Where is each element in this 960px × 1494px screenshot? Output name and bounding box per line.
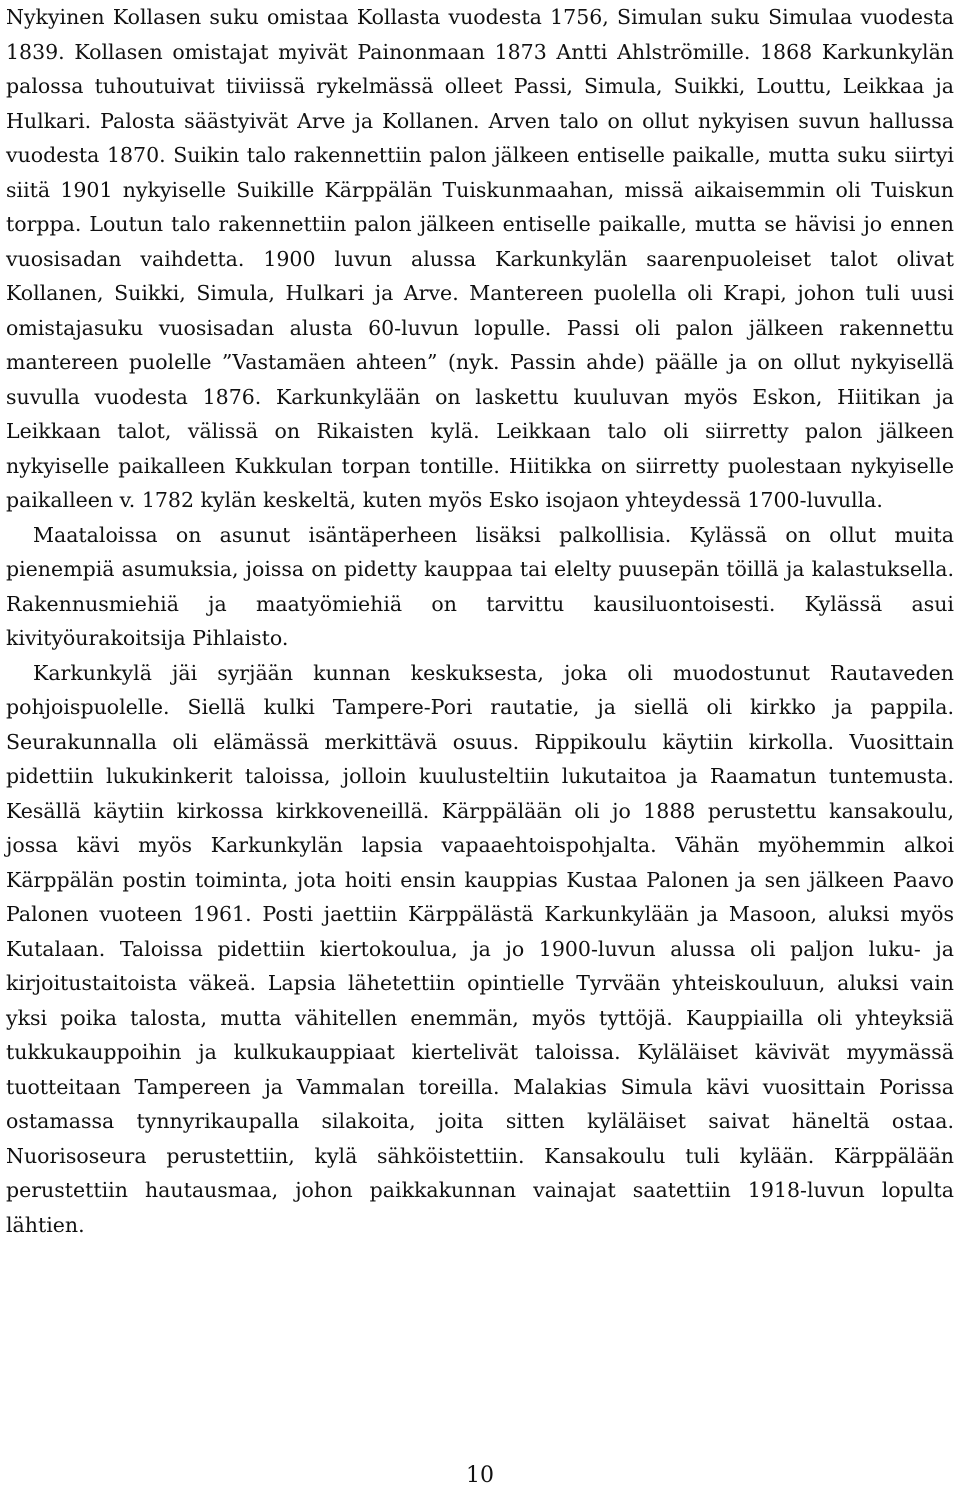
page-number: 10 bbox=[466, 1463, 494, 1488]
paragraph-village-life: Karkunkylä jäi syrjään kunnan keskuksesta, joka oli muodostunut Rautaveden pohjoispuolelle. Siellä kulki Tampere-Pori rautatie, ja siellä oli kirkko ja pappila. Seurakunnalla oli elämässä merkittävä osuus. Rippikoulu käytiin kirkolla. Vuosittain pidettiin lukukinkerit taloissa, jolloin kuulusteltiin lukutaitoa ja Raamatun tuntemusta. Kesällä käytiin kirkossa kirkkoveneillä. Kärppälään oli jo 1888 perustettu kansakoulu, jossa kävi myös Karkunkylän lapsia vapaaehtoispohjalta. Vähän myöhemmin alkoi Kärppälän postin toiminta, jota hoiti ensin kauppias Kustaa Palonen ja sen jälkeen Paavo Palonen vuoteen 1961. Posti jaettiin Kärppälästä Karkunkylään ja Masoon, aluksi myös Kutalaan. Taloissa pidettiin kiertokoulua, ja jo 1900-luvun alussa oli paljon luku- ja kirjoitustaitoista väkeä. Lapsia lähetettiin opintielle Tyrvään yhteiskouluun, aluksi vain yksi poika talosta, mutta vähitellen enemmän, myös tyttöjä. Kauppiailla oli yhteyksiä tukkukauppoihin ja kulkukauppiaat kiertelivät taloissa. Kyläläiset kävivät myymässä tuotteitaan Tampereen ja Vammalan toreilla. Malakias Simula kävi vuosittain Porissa ostamassa tynnyrikaupalla silakoita, joita sitten kyläläiset saivat häneltä ostaa. Nuorisoseura perustettiin, kylä sähköistettiin. Kansakoulu tuli kylään. Kärppälään perustettiin hautausmaa, johon paikkakunnan vainajat saatettiin 1918-luvun lopulta lähtien. bbox=[6, 660, 954, 1237]
document-page bbox=[6, 0, 954, 1242]
paragraph-farm-workers: Maataloissa on asunut isäntäperheen lisäksi palkollisia. Kylässä on ollut muita pienempiä asumuksia, joissa on pidetty kauppaa tai elelty puusepän töillä ja kalastuksella. Rakennusmiehiä ja maatyömiehiä on tarvittu kausiluontoisesti. Kylässä asui kivityöurakoitsija Pihlaisto. bbox=[6, 522, 954, 650]
paragraph-village-history: Nykyinen Kollasen suku omistaa Kollasta vuodesta 1756, Simulan suku Simulaa vuodesta 1839. Kollasen omistajat myivät Painonmaan 1873 Antti Ahlströmille. 1868 Karkunkylän palossa tuhoutuivat tiiviissä rykelmässä olleet Passi, Simula, Suikki, Louttu, Leikkaa ja Hulkari. Palosta säästyivät Arve ja Kollanen. Arven talo on ollut nykyisen suvun hallussa vuodesta 1870. Suikin talo rakennettiin palon jälkeen entiselle paikalle, mutta suku siirtyi siitä 1901 nykyiselle Suikille Kärppälän Tuiskunmaahan, missä aikaisemmin oli Tuiskun torppa. Loutun talo rakennettiin palon jälkeen entiselle paikalle, mutta se hävisi jo ennen vuosisadan vaihdetta. 1900 luvun alussa Karkunkylän saarenpuoleiset talot olivat Kollanen, Suikki, Simula, Hulkari ja Arve. Mantereen puolella oli Krapi, johon tuli uusi omistajasuku vuosisadan alusta 60-luvun lopulle. Passi oli palon jälkeen rakennettu mantereen puolelle ”Vastamäen ahteen” (nyk. Passin ahde) päälle ja on ollut nykyisellä suvulla vuodesta 1876. Karkunkylään on laskettu kuuluvan myös Eskon, Hiitikan ja Leikkaan talot, välissä on Rikaisten kylä. Leikkaan talo oli siirretty palon jälkeen nykyiselle paikalleen Kukkulan torpan tontille. Hiitikka on siirretty puolestaan nykyiselle paikalleen v. 1782 kylän keskeltä, kuten myös Esko isojaon yhteydessä 1700-luvulla. bbox=[6, 5, 954, 512]
